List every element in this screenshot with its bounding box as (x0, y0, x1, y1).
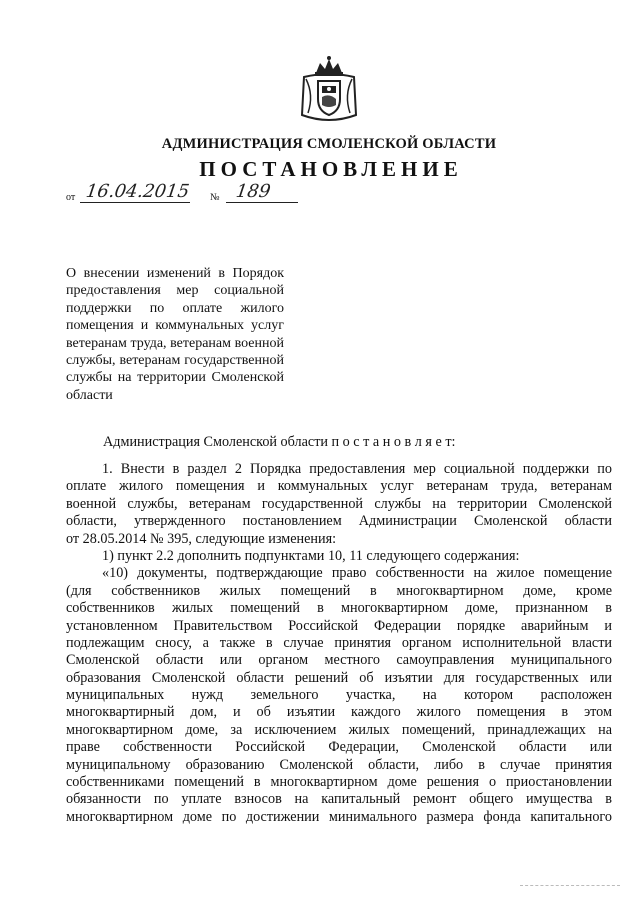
body-line: подлежащим сносу, а также в случае принятия органом исполнительной власти (66, 634, 612, 651)
date-underline (80, 202, 190, 203)
subject-line: О внесении изменений в Порядок (66, 266, 284, 281)
body-line: муниципальному образованию Смоленской области, либо в случае принятия (66, 756, 612, 773)
number-label: № (210, 192, 220, 203)
subject-line: предоставления мер социальной (66, 283, 284, 299)
subject-line: помещения и коммунальных услуг (66, 318, 284, 334)
body-line: многоквартирный дом, и об изъятии каждого жилого помещения в этом (66, 704, 612, 721)
body-line: от 28.05.2014 № 395, следующие изменения: (66, 530, 337, 547)
body-line: собственниками помещений в многоквартирном доме решения о приостановлении (66, 774, 612, 791)
date-from-label: от (66, 192, 76, 203)
body-line: военной службы, ветеранам государственной службы на территории Смоленской (66, 495, 612, 512)
body-line: «10) документы, подтверждающие право собственности на жилое помещение (102, 565, 612, 582)
body-line: собственников жилых помещений в многоквартирном доме, признанном в (66, 600, 612, 617)
handwritten-date: 16.04.2015 (84, 181, 191, 202)
document-subject (66, 265, 284, 404)
subject-line: ветеранам труда, ветеранам военной (66, 335, 284, 351)
body-line: 1) пункт 2.2 дополнить подпунктами 10, 11 следующего содержания: (102, 547, 520, 564)
body-line: многоквартирном доме по достижении минимального размера фонда капитального (66, 808, 612, 825)
body-line: (для собственников жилых помещений в многоквартирном доме, кроме (66, 582, 612, 599)
body-line: обязанности по уплате взносов на капитальный ремонт общего имущества в (66, 791, 612, 808)
document-type: ПОСТАНОВЛЕНИЕ (199, 157, 463, 181)
body-line: Смоленской области или органом местного самоуправления муниципального (66, 652, 612, 669)
body-line: праве собственности Российской Федерации, Смоленской области или (66, 739, 612, 756)
body-line: многоквартирном доме, за исключением жилых помещений, принадлежащих на (66, 721, 612, 738)
preamble: Администрация Смоленской области п о с т а н о в л я е т: (103, 434, 456, 450)
page-footer-mark (520, 885, 620, 886)
number-underline (226, 202, 298, 203)
subject-line: службы на территории Смоленской (66, 370, 284, 386)
subject-line: области (66, 387, 113, 403)
date-number-line (66, 181, 326, 206)
handwritten-number: 189 (234, 181, 272, 202)
body-line: оплате жилого помещения и коммунальных услуг ветеранам труда, ветеранам (66, 478, 612, 495)
subject-line: службы, ветеранам государственной (66, 353, 284, 369)
coat-of-arms-icon (294, 55, 364, 125)
body-line: области, утвержденного постановлением Администрации Смоленской области (66, 513, 612, 530)
body-line: 1. Внести в раздел 2 Порядка предоставления мер социальной поддержки по (102, 461, 612, 477)
body-line: муниципальных нужд земельного участка, на котором расположен (66, 687, 612, 704)
organization-title: АДМИНИСТРАЦИЯ СМОЛЕНСКОЙ ОБЛАСТИ (161, 136, 497, 152)
body-line: образования Смоленской области решений об изъятии для государственных или (66, 669, 612, 686)
body-line: установленном Правительством Российской Федерации порядке аварийным и (66, 617, 612, 634)
document-body (66, 461, 612, 826)
subject-line: поддержки по оплате жилого (66, 300, 284, 316)
